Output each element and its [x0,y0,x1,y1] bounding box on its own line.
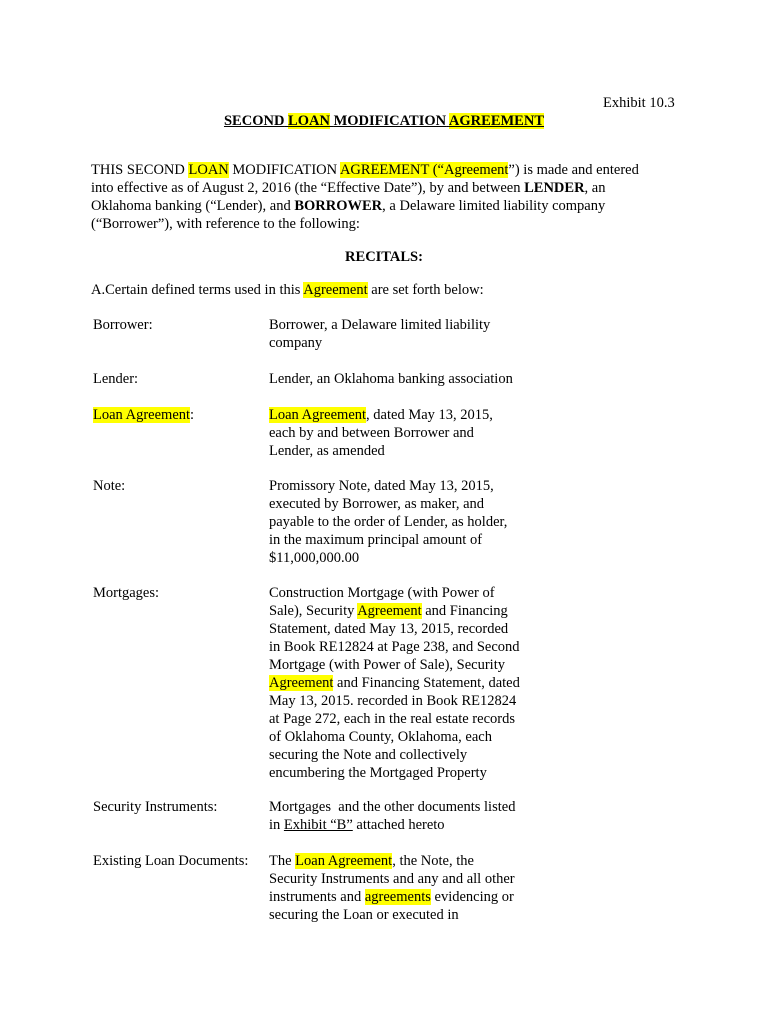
definition-text: , dated May 13, 2015, [366,407,493,423]
definition-line [269,406,539,424]
definition-text: attached hereto [356,817,445,833]
definition-borrower [269,316,539,352]
exhibit-b-reference: Exhibit “B” [283,817,353,833]
definition-line: encumbering the Mortgaged Property [269,765,487,781]
highlight-agreement: Agreement [357,603,422,619]
term-existing-loan-documents: Existing Loan Documents: [93,853,249,869]
definition-line: securing the Loan or executed in [269,907,459,923]
definition-line: of Oklahoma County, Oklahoma, each [269,729,492,745]
highlight-loan-agreement: Loan Agreement [269,407,367,423]
title-word-agreement: AGREEMENT [448,113,544,129]
definition-line: Mortgage (with Power of Sale), Security [269,657,505,673]
highlight-agreements: agreements [364,889,431,905]
definition-line: $11,000,000.00 [269,550,360,566]
document-title [0,112,768,130]
highlight-agreement: AGREEMENT (“Agreement [339,162,509,178]
intro-text: MODIFICATION [232,162,338,178]
intro-line-3 [91,197,691,215]
definition-line: Construction Mortgage (with Power of [269,585,495,601]
intro-text: into effective as of August 2, 2016 (the “Effective Date”), by and between [91,180,521,196]
definition-line: at Page 272, each in the real estate records [269,711,515,727]
intro-line-1 [91,161,691,179]
definition-security-instruments [269,798,539,834]
definition-line: Lender, an Oklahoma banking association [269,371,513,387]
definition-mortgages [269,584,539,782]
definition-text: Sale), Security [269,603,355,619]
recitals-heading: RECITALS: [345,249,423,265]
definition-text: and Financing Statement, dated [337,675,520,691]
term-note: Note: [93,478,126,494]
definition-loan-agreement [269,406,539,460]
title-word-second: SECOND [223,113,285,129]
definition-line [269,602,539,620]
definition-line: securing the Note and collectively [269,747,468,763]
highlight-loan: LOAN [188,162,229,178]
party-lender: LENDER [524,180,585,196]
definition-text: , the Note, the [392,853,474,869]
definition-line: Statement, dated May 13, 2015, recorded [269,621,509,637]
term-borrower: Borrower: [93,317,153,333]
definition-line: Lender, as amended [269,443,385,459]
intro-text: , a Delaware limited liability company [382,198,606,214]
definition-line [269,852,539,870]
intro-text: THIS SECOND [91,162,185,178]
title-word-loan: LOAN [288,113,330,129]
exhibit-label: Exhibit 10.3 [603,95,675,111]
definition-line: Promissory Note, dated May 13, 2015, [269,478,494,494]
definition-existing-loan-documents [269,852,539,924]
definition-note [269,477,539,567]
intro-paragraph [91,161,691,233]
definition-line: May 13, 2015. recorded in Book RE12824 [269,693,517,709]
highlight-loan-agreement: Loan Agreement [295,853,393,869]
recital-text: A.Certain defined terms used in this [91,282,301,298]
term-lender: Lender: [93,371,139,387]
definition-line: Security Instruments and any and all other [269,871,515,887]
term-loan-agreement [93,406,263,424]
intro-line-2 [91,179,691,197]
intro-text: ”) is made and entered [508,162,639,178]
party-borrower: BORROWER [294,198,383,214]
definition-line: in the maximum principal amount of [269,532,483,548]
definition-line: Mortgages and the other documents listed [269,799,516,815]
definition-lender [269,370,539,388]
intro-line-4: (“Borrower”), with reference to the following: [91,216,360,232]
definition-text: and Financing [425,603,508,619]
definition-text: in [269,817,281,833]
title-word-modification: MODIFICATION [333,113,447,129]
definition-line: payable to the order of Lender, as holder, [269,514,508,530]
highlight-agreement: Agreement [269,675,334,691]
definition-text: The [269,853,292,869]
highlight-agreement: Agreement [303,282,368,298]
intro-text: Oklahoma banking (“Lender), and [91,198,291,214]
intro-text: , an [584,180,606,196]
definition-line [269,816,539,834]
definition-line: executed by Borrower, as maker, and [269,496,485,512]
definition-line: company [269,335,323,351]
definition-text: evidencing or [434,889,514,905]
definition-text: instruments and [269,889,362,905]
term-colon: : [190,407,195,423]
recital-text: are set forth below: [371,282,484,298]
highlight-loan-agreement: Loan Agreement [93,407,191,423]
definition-line: in Book RE12824 at Page 238, and Second [269,639,520,655]
definition-line [269,674,539,692]
definition-line: each by and between Borrower and [269,425,474,441]
definition-line: Borrower, a Delaware limited liability [269,317,491,333]
definition-line [269,888,539,906]
term-security-instruments: Security Instruments: [93,799,218,815]
term-mortgages: Mortgages: [93,585,160,601]
recital-a [91,281,484,299]
